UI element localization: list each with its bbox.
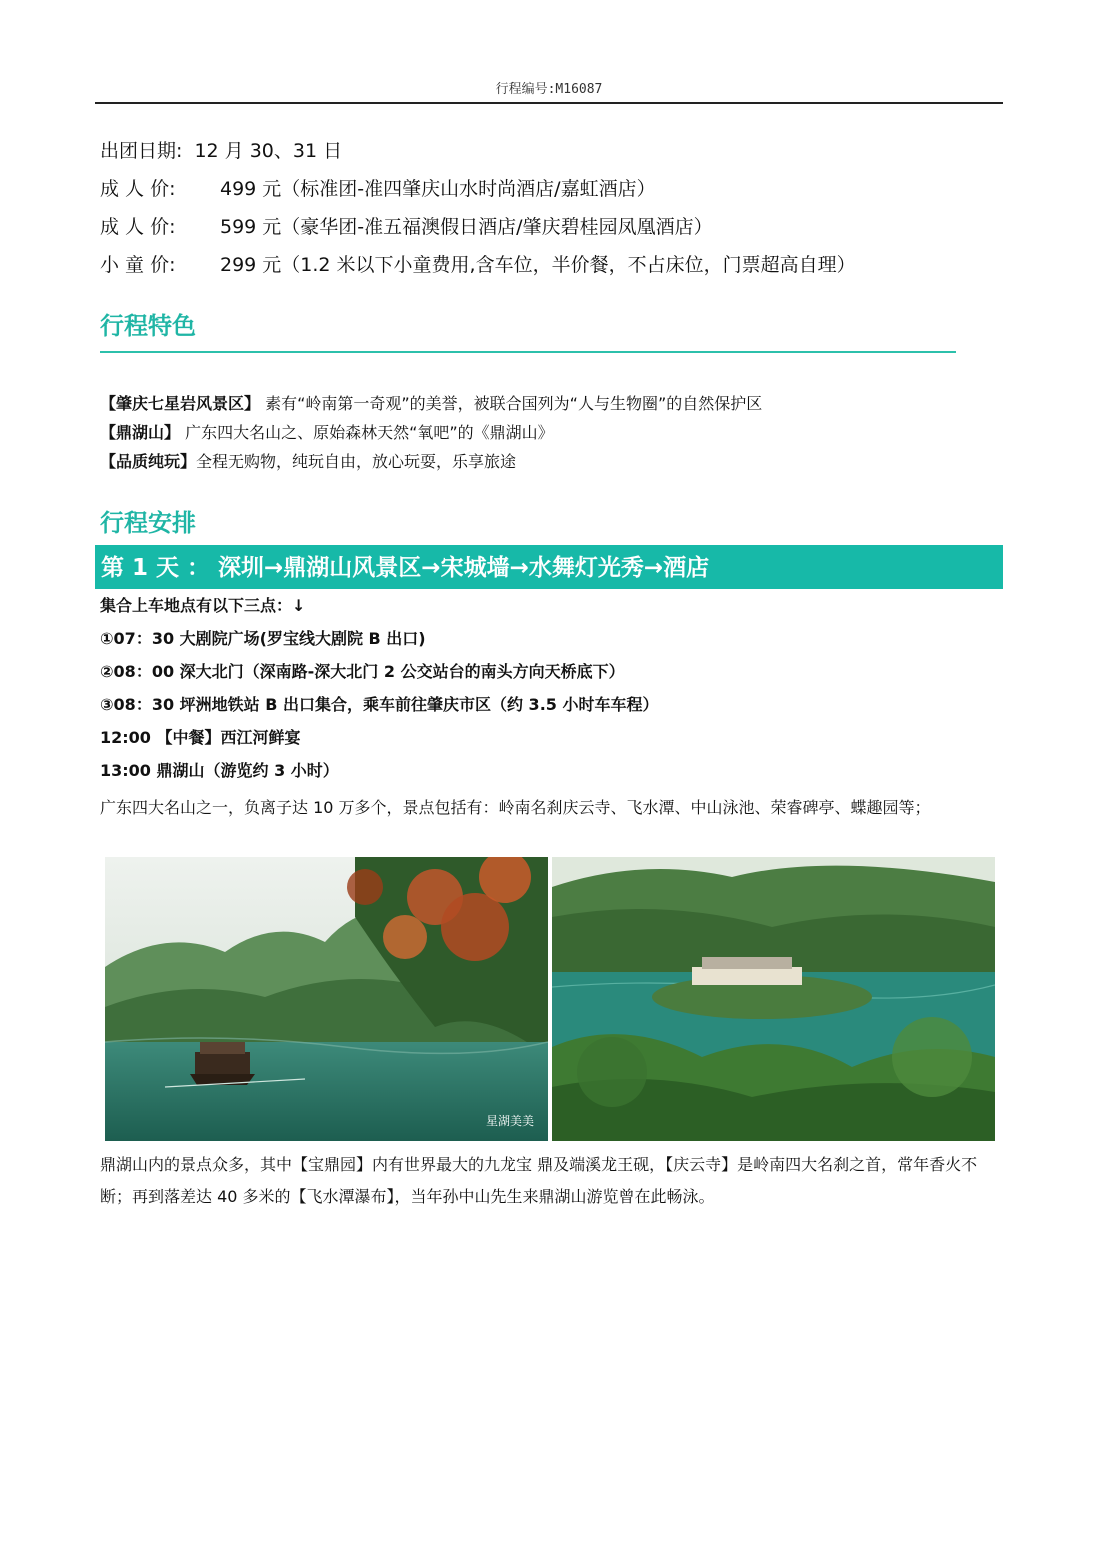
day1-title-bar: 第 1 天 ： 深圳→鼎湖山风景区→宋城墙→水舞灯光秀→酒店 [95,545,1003,589]
schedule-item: 12:00 【中餐】西江河鲜宴 [100,728,301,747]
schedule-item: ③08：30 坪洲地铁站 B 出口集合，乘车前往肇庆市区（约 3.5 小时车车程） [100,695,659,714]
child-price-value: 299 元（1.2 米以下小童费用,含车位，半价餐，不占床位，门票超高自理） [220,254,856,276]
departure-date-label: 出团日期: [100,140,183,162]
price-info [100,142,1000,294]
photo-watermark: 星湖美美 [485,1114,534,1128]
adult-price-standard-value: 499 元（标准团-准四肇庆山水时尚酒店/嘉虹酒店） [220,178,656,200]
schedule-item: ①07：30 大剧院广场(罗宝线大剧院 B 出口) [100,629,426,648]
schedule-item: ②08：00 深大北门（深南路-深大北门 2 公交站台的南头方向天桥底下） [100,662,625,681]
lake-boat-photo [105,857,548,1141]
feature-tag: 【鼎湖山】 [100,423,181,442]
feature-item [100,452,1000,481]
adult-price-deluxe-value: 599 元（豪华团-准五福澳假日酒店/肇庆碧桂园凤凰酒店） [220,216,713,238]
schedule-item: 集合上车地点有以下三点：↓ [100,596,306,615]
feature-tag: 【肇庆七星岩风景区】 [100,394,261,413]
feature-text: 全程无购物，纯玩自由，放心玩耍，乐享旅途 [196,452,517,471]
dinghu-intro: 广东四大名山之一，负离子达 10 万多个，景点包括有：岭南名刹庆云寺、飞水潭、中山泳池、荣睿碑亭、蝶趣园等； [100,798,931,817]
child-price-label: 小 童 价: [100,254,176,276]
adult-price-deluxe-row [100,218,1000,256]
features-title: 行程特色 [100,312,196,340]
adult-price-label: 成 人 价: [100,216,176,238]
lake-island-photo [552,857,995,1141]
adult-price-standard-row [100,180,1000,218]
child-price-row [100,256,1000,294]
feature-text: 素有“岭南第一奇观”的美誉，被联合国列为“人与生物圈”的自然保护区 [260,394,763,413]
departure-date-value: 12 月 30、31 日 [194,140,343,162]
adult-price-label: 成 人 价: [100,178,176,200]
feature-item [100,423,1000,452]
feature-item [100,394,1000,423]
features-divider [100,351,956,353]
feature-tag: 【品质纯玩】 [100,452,197,471]
feature-text: 广东四大名山之、原始森林天然“氧吧”的《鼎湖山》 [180,423,554,442]
dinghu-detail: 鼎湖山内的景点众多，其中【宝鼎园】内有世界最大的九龙宝 鼎及端溪龙王砚，【庆云寺】是岭南四大名刹之首，常年香火不断；再到落差达 40 多米的【飞水潭瀑布】，当年孙中山先生来鼎湖山游览曾在此畅泳。 [100,1155,978,1206]
departure-date-row [100,142,1000,180]
scenery-photos [105,857,995,1141]
schedule-item: 13:00 鼎湖山（游览约 3 小时） [100,761,339,780]
feature-list [100,394,1000,481]
day1-schedule [100,596,1000,794]
itinerary-code-header: 行程编号:M16087 [95,78,1003,104]
itinerary-title: 行程安排 [100,509,196,537]
